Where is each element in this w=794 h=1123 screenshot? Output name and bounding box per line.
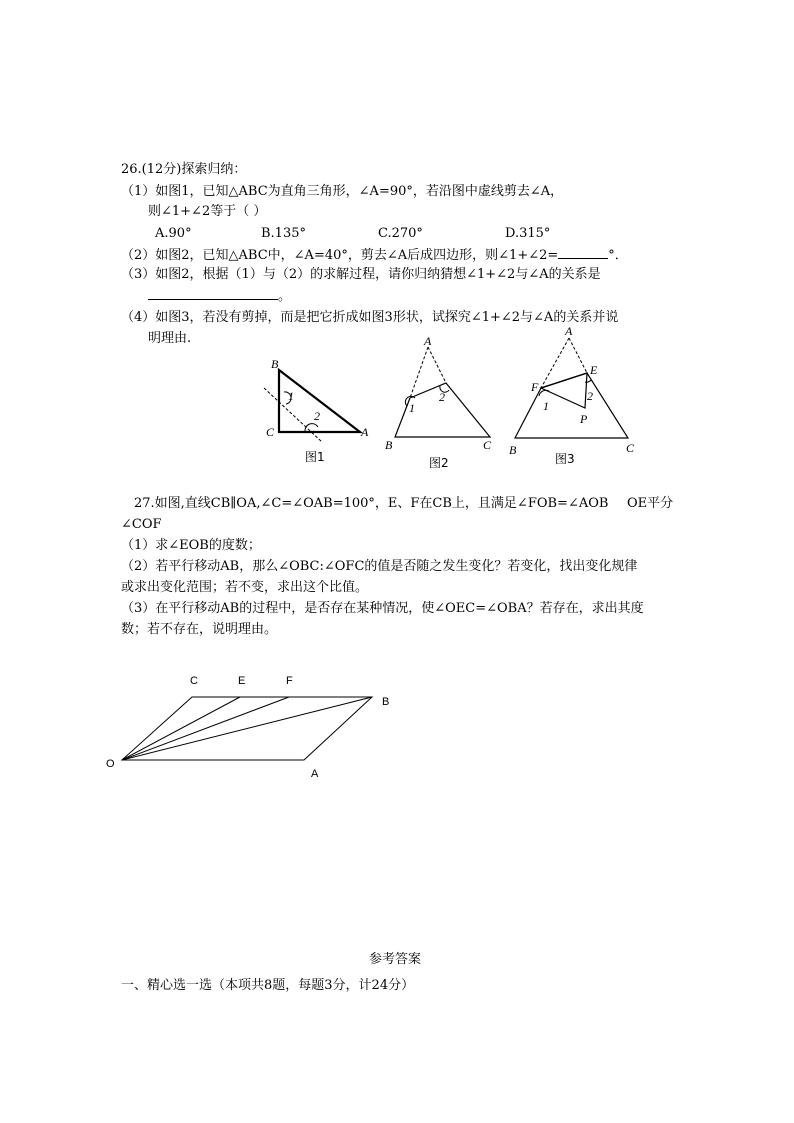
- q27-part3-line2: 数；若不存在，说明理由。: [121, 622, 278, 637]
- fig27-label-a: A: [311, 768, 319, 780]
- q27-part2-line1: （2）若平行移动AB，那么∠OBC:∠OFC的值是否随之发生变化？若变化，找出变化规律: [121, 559, 638, 574]
- fig27-label-f: F: [286, 675, 293, 687]
- fig3-label-2: 2: [587, 389, 593, 403]
- q27-line1-end: OE平分: [627, 496, 674, 511]
- fig3-label-1: 1: [543, 399, 549, 413]
- fig3-label-a: A: [565, 324, 573, 338]
- fig2-label-a: A: [424, 334, 432, 348]
- fig1-caption: 图1: [305, 450, 325, 464]
- fig3-label-f: F: [531, 380, 539, 394]
- q26-part3-end: 。: [278, 289, 292, 304]
- fig3-caption: 图3: [555, 452, 575, 466]
- q27-part3-line1: （3）在平行移动AB的过程中，是否存在某种情况，使∠OEC=∠OBA？若存在，求出其度: [121, 601, 644, 616]
- fig2-label-1: 1: [409, 401, 415, 415]
- fig1-label-b: B: [271, 357, 279, 371]
- fig2-label-2: 2: [439, 390, 445, 404]
- fig2-label-b: B: [385, 438, 393, 452]
- fig3-label-c: C: [626, 441, 635, 455]
- q26-part2-text: （2）如图2，已知△ABC中，∠A=40°，剪去∠A后成四边形，则∠1+∠2=: [121, 248, 559, 263]
- q26-option-d: D.315°: [505, 226, 551, 241]
- q26-part4-line1: （4）如图3，若没有剪掉，而是把它折成如图3形状，试探究∠1+∠2与∠A的关系并说: [121, 310, 619, 325]
- answers-heading: 参考答案: [369, 952, 422, 967]
- q26-part1-line1: （1）如图1，已知△ABC为直角三角形，∠A=90°，若沿图中虚线剪去∠A，: [121, 184, 564, 199]
- q26-title: 26.(12分)探索归纳：: [121, 162, 247, 177]
- fig1-label-a: A: [361, 425, 369, 439]
- answers-section-1: 一、精心选一选（本项共8题，每题3分，计24分）: [121, 978, 415, 993]
- q27-part1: （1）求∠EOB的度数；: [121, 538, 261, 553]
- fig1-label-1: 1: [288, 389, 294, 403]
- q26-option-a: A.90°: [155, 226, 192, 241]
- fig3-label-p: P: [580, 412, 588, 426]
- q26-part4-line2: 明理由.: [148, 331, 192, 346]
- fig3-label-e: E: [590, 363, 598, 377]
- q26-option-b: B.135°: [261, 226, 306, 241]
- fig2-label-c: C: [483, 438, 492, 452]
- q26-part2-unit: °．: [608, 248, 628, 263]
- fig27-ray-of: [122, 697, 289, 760]
- fig27-label-o: O: [106, 758, 115, 770]
- fig1-label-2: 2: [314, 409, 320, 423]
- fig3-label-b: B: [509, 443, 517, 457]
- fig27-label-e: E: [238, 675, 246, 687]
- q26-part1-line2: 则∠1+∠2等于（ ）: [148, 204, 267, 219]
- fig27-label-c: C: [190, 675, 198, 687]
- fig2-caption: 图2: [429, 456, 449, 470]
- q27-part2-line2: 或求出变化范围；若不变，求出这个比值。: [121, 580, 369, 595]
- q27-line2: ∠COF: [121, 517, 162, 532]
- q26-part3: （3）如图2，根据（1）与（2）的求解过程，请你归纳猜想∠1+∠2与∠A的关系是: [121, 267, 601, 282]
- q26-option-c: C.270°: [378, 226, 423, 241]
- fig27-ray-ob: [122, 697, 372, 760]
- q27-line1-text: 27.如图,直线CB∥OA,∠C=∠OAB=100°，E、F在CB上，且满足∠FOB=∠AOB: [134, 496, 609, 511]
- fig27-label-b: B: [382, 696, 390, 708]
- fig1-label-c: C: [266, 425, 275, 439]
